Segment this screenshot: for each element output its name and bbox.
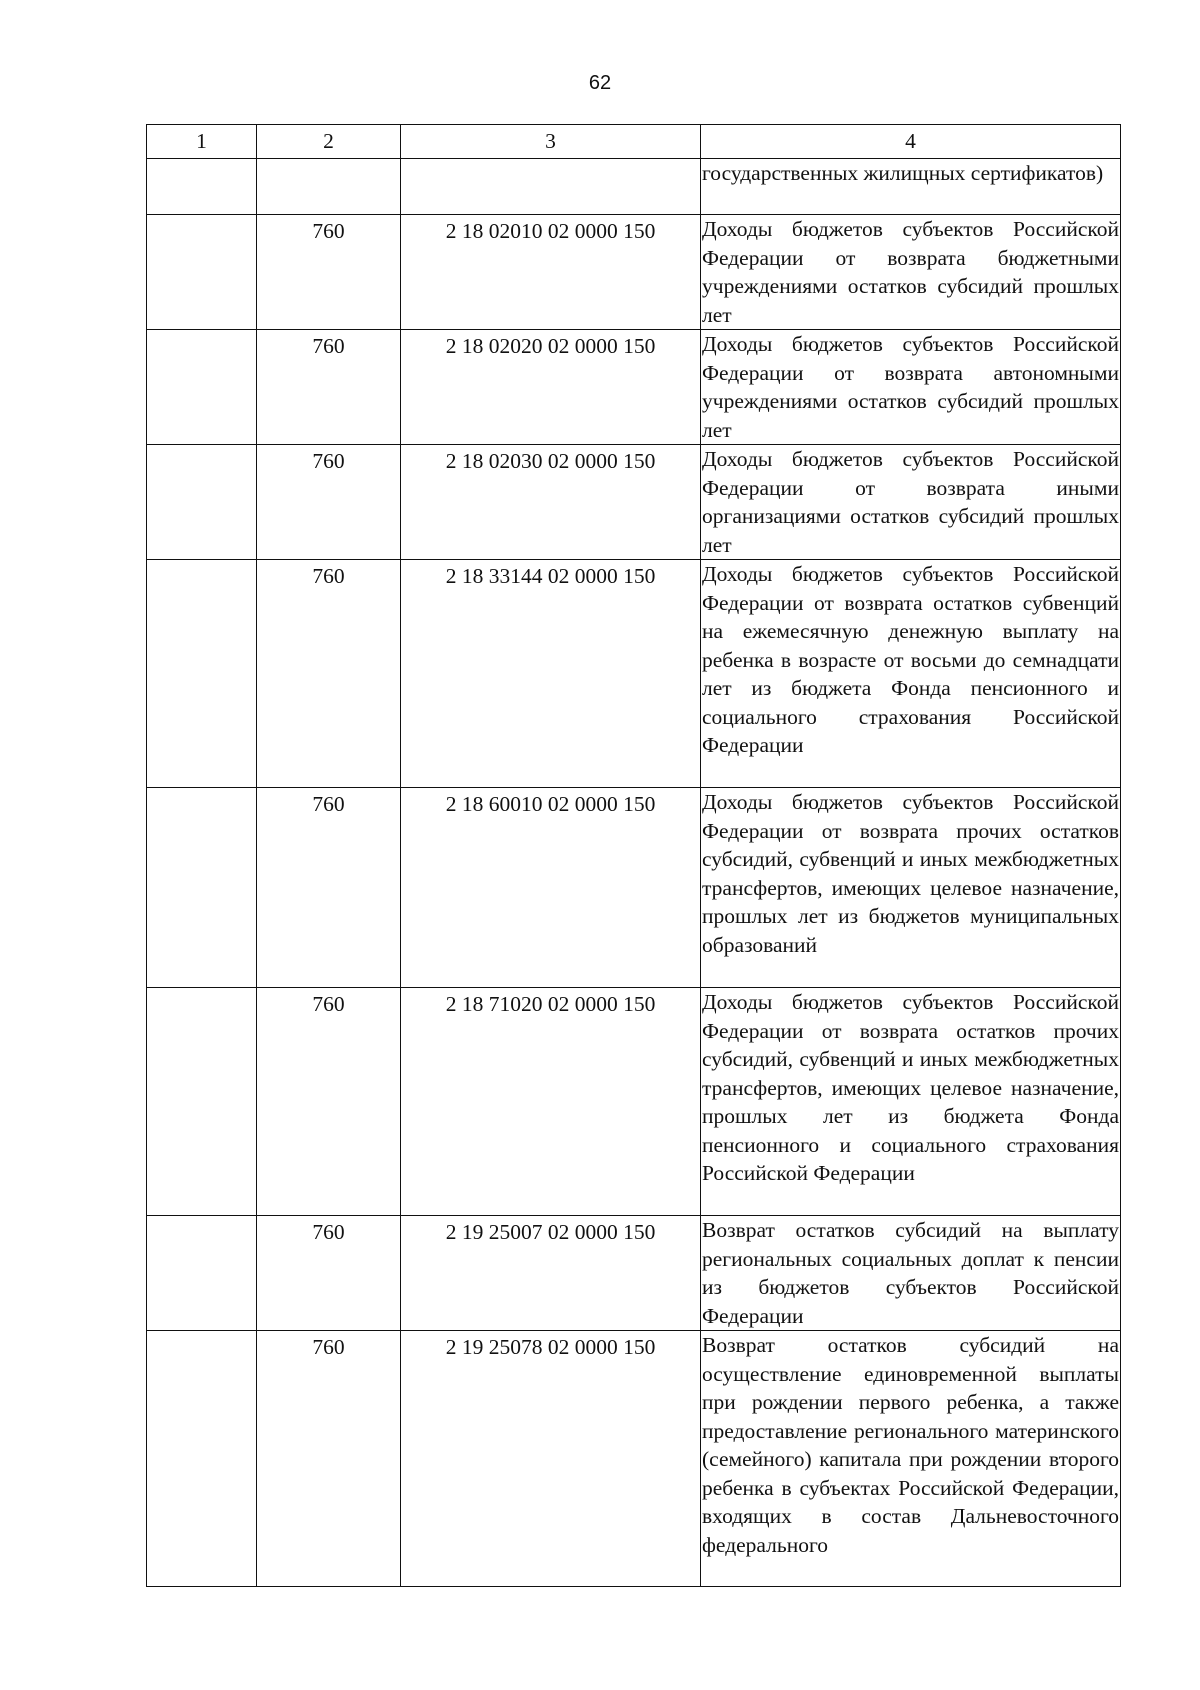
admin-code: 760 <box>257 330 401 445</box>
revenue-description: Доходы бюджетов субъектов Российской Федерации от возврата остатков прочих субсидий, субвенций и иных межбюджетных трансфертов, имеющих целевое назначение, прошлых лет из бюджета Фонда пенсионного и социального страхования Российской Федерации <box>701 988 1121 1216</box>
revenue-code: 2 18 33144 02 0000 150 <box>401 560 701 788</box>
table-row <box>147 1331 1121 1587</box>
table-row <box>147 560 1121 788</box>
admin-code: 760 <box>257 1331 401 1587</box>
page-number: 62 <box>588 72 612 94</box>
column-header-1: 1 <box>147 125 257 159</box>
row-col1 <box>147 788 257 988</box>
admin-code <box>257 159 401 215</box>
admin-code: 760 <box>257 788 401 988</box>
column-header-3: 3 <box>401 125 701 159</box>
admin-code: 760 <box>257 560 401 788</box>
table-row <box>147 330 1121 445</box>
revenue-description: государственных жилищных сертификатов) <box>701 159 1121 215</box>
row-col1 <box>147 215 257 330</box>
row-col1 <box>147 159 257 215</box>
admin-code: 760 <box>257 215 401 330</box>
table-row <box>147 788 1121 988</box>
revenue-description: Доходы бюджетов субъектов Российской Федерации от возврата бюджетными учреждениями остатков субсидий прошлых лет <box>701 215 1121 330</box>
revenue-code: 2 19 25007 02 0000 150 <box>401 1216 701 1331</box>
table-header-row <box>147 125 1121 159</box>
revenue-description: Возврат остатков субсидий на осуществление единовременной выплаты при рождении первого ребенка, а также предоставление регионального материнского (семейного) капитала при рождении второго ребенка в субъектах Российской Федерации, входящих в состав Дальневосточного федерального <box>701 1331 1121 1587</box>
budget-revenue-table <box>146 124 1121 1587</box>
row-col1 <box>147 1216 257 1331</box>
revenue-description: Доходы бюджетов субъектов Российской Федерации от возврата прочих остатков субсидий, субвенций и иных межбюджетных трансфертов, имеющих целевое назначение, прошлых лет из бюджетов муниципальных образований <box>701 788 1121 988</box>
revenue-code <box>401 159 701 215</box>
revenue-description: Доходы бюджетов субъектов Российской Федерации от возврата остатков субвенций на ежемесячную денежную выплату на ребенка в возрасте от восьми до семнадцати лет из бюджета Фонда пенсионного и социального страхования Российской Федерации <box>701 560 1121 788</box>
table-row <box>147 215 1121 330</box>
row-col1 <box>147 988 257 1216</box>
revenue-description: Доходы бюджетов субъектов Российской Федерации от возврата автономными учреждениями остатков субсидий прошлых лет <box>701 330 1121 445</box>
admin-code: 760 <box>257 988 401 1216</box>
revenue-code: 2 18 60010 02 0000 150 <box>401 788 701 988</box>
revenue-code: 2 18 02010 02 0000 150 <box>401 215 701 330</box>
table-row <box>147 445 1121 560</box>
revenue-code: 2 19 25078 02 0000 150 <box>401 1331 701 1587</box>
column-header-2: 2 <box>257 125 401 159</box>
revenue-code: 2 18 71020 02 0000 150 <box>401 988 701 1216</box>
table-row <box>147 988 1121 1216</box>
row-col1 <box>147 1331 257 1587</box>
admin-code: 760 <box>257 1216 401 1331</box>
column-header-4: 4 <box>701 125 1121 159</box>
table-row <box>147 159 1121 215</box>
revenue-code: 2 18 02030 02 0000 150 <box>401 445 701 560</box>
row-col1 <box>147 560 257 788</box>
row-col1 <box>147 445 257 560</box>
revenue-code: 2 18 02020 02 0000 150 <box>401 330 701 445</box>
row-col1 <box>147 330 257 445</box>
revenue-description: Возврат остатков субсидий на выплату региональных социальных доплат к пенсии из бюджетов субъектов Российской Федерации <box>701 1216 1121 1331</box>
revenue-description: Доходы бюджетов субъектов Российской Федерации от возврата иными организациями остатков субсидий прошлых лет <box>701 445 1121 560</box>
table-row <box>147 1216 1121 1331</box>
admin-code: 760 <box>257 445 401 560</box>
